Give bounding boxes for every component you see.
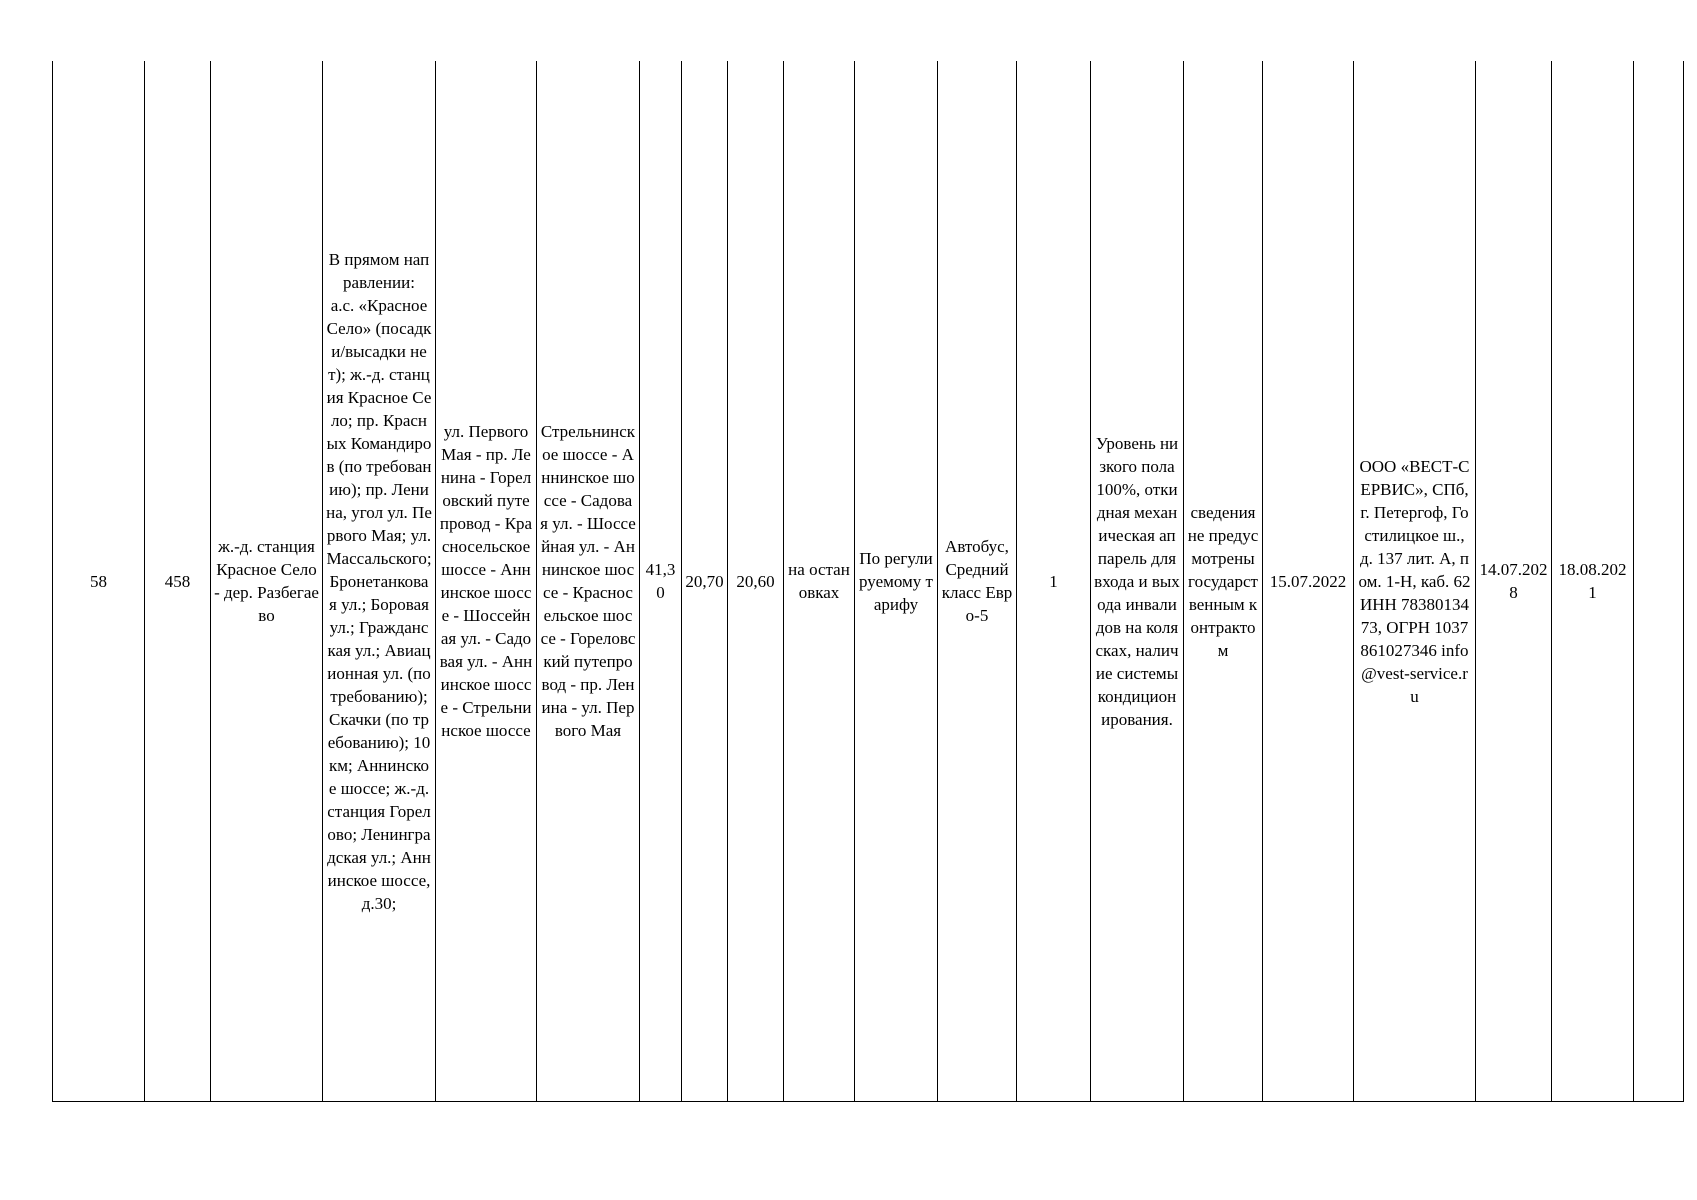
cell-extra bbox=[1634, 61, 1684, 1102]
cell-end-date: 14.07.2028 bbox=[1476, 61, 1552, 1102]
cell-length-total: 41,30 bbox=[640, 61, 682, 1102]
cell-boarding-order: на остановках bbox=[784, 61, 855, 1102]
cell-length-forward: 20,70 bbox=[682, 61, 728, 1102]
cell-streets-backward: Стрельнинское шоссе - Аннинское шоссе - Садовая ул. - Шоссейная ул. - Аннинское шоссе - Красносельское шоссе - Гореловский путепровод - пр. Ленина - ул. Первого Мая bbox=[537, 61, 640, 1102]
cell-vehicle: Автобус, Средний класс Евро-5 bbox=[938, 61, 1017, 1102]
cell-length-backward: 20,60 bbox=[728, 61, 784, 1102]
cell-tariff: По регулируемому тарифу bbox=[855, 61, 938, 1102]
cell-start-date: 15.07.2022 bbox=[1263, 61, 1354, 1102]
cell-vehicle-features: Уровень низкого пола 100%, откидная механическая аппарель для входа и выхода инвалидов на колясках, наличие системы кондиционирования. bbox=[1091, 61, 1184, 1102]
registry-table bbox=[52, 61, 1684, 1102]
cell-contract-info: сведения не предусмотрены государственным контрактом bbox=[1184, 61, 1263, 1102]
cell-streets-forward: ул. Первого Мая - пр. Ленина - Гореловский путепровод - Красносельское шоссе - Аннинское шоссе - Шоссейная ул. - Садовая ул. - Аннинское шоссе - Стрельнинское шоссе bbox=[436, 61, 537, 1102]
cell-route-number: 458 bbox=[145, 61, 211, 1102]
cell-carrier: ООО «ВЕСТ-СЕРВИС», СПб, г. Петергоф, Гостилицкое ш., д. 137 лит. А, пом. 1-Н, каб. 62 ИНН 7838013473, ОГРН 1037861027346 info@vest-service.ru bbox=[1354, 61, 1476, 1102]
cell-row-number: 58 bbox=[53, 61, 145, 1102]
cell-registry-date: 18.08.2021 bbox=[1552, 61, 1634, 1102]
cell-stops: В прямом направлении: а.с. «Красное Село» (посадки/высадки нет); ж.-д. станция Красное Село; пр. Красных Командиров (по требованию); пр. Ленина, угол ул. Первого Мая; ул. Массальского; Бронетанковая ул.; Боровая ул.; Гражданская ул.; Авиационная ул. (по требованию); Скачки (по требованию); 10 км; Аннинское шоссе; ж.-д. станция Горелово; Ленинградская ул.; Аннинское шоссе, д.30; bbox=[323, 61, 436, 1102]
cell-route-name: ж.-д. станция Красное Село - дер. Разбегаево bbox=[211, 61, 323, 1102]
cell-vehicle-count: 1 bbox=[1017, 61, 1091, 1102]
table-row bbox=[53, 61, 1684, 1102]
